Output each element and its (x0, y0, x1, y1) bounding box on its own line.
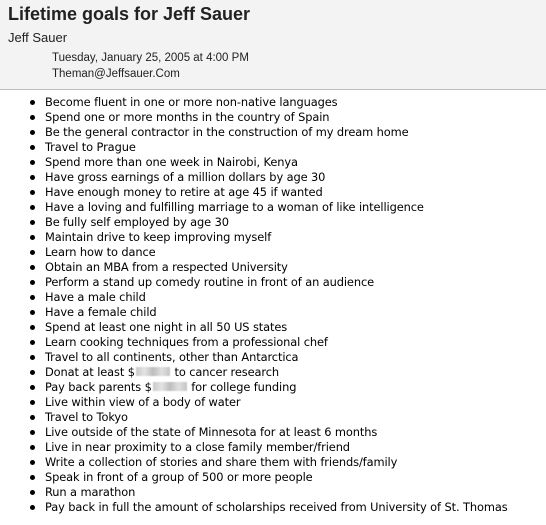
list-item (28, 320, 508, 335)
list-item (28, 425, 508, 440)
list-item (28, 185, 508, 200)
list-item (28, 455, 508, 470)
goal-text: Have a female child (45, 305, 157, 319)
list-item (28, 470, 508, 485)
goal-text: Pay back parents $ (45, 380, 152, 394)
list-item (28, 410, 508, 425)
list-item (28, 170, 508, 185)
list-item (28, 125, 508, 140)
list-item (28, 140, 508, 155)
list-item (28, 365, 508, 380)
message-body (0, 90, 546, 525)
goal-text: Perform a stand up comedy routine in front of an audience (45, 275, 375, 289)
message-sender: Jeff Sauer (8, 30, 68, 45)
goal-text: Have a male child (45, 290, 146, 304)
goal-text: Live outside of the state of Minnesota for at least 6 months (45, 425, 378, 439)
goal-text: Spend more than one week in Nairobi, Kenya (45, 155, 298, 169)
goals-list (28, 95, 508, 515)
goal-text-end: to cancer research (174, 365, 280, 379)
goal-text: Have a loving and fulfilling marriage to a woman of like intelligence (45, 200, 424, 214)
goal-text: Be the general contractor in the construction of my dream home (45, 125, 409, 139)
list-item (28, 230, 508, 245)
goal-text: Maintain drive to keep improving myself (45, 230, 272, 244)
list-item (28, 290, 508, 305)
list-item (28, 335, 508, 350)
redacted-amount (136, 367, 170, 376)
message-subject: Lifetime goals for Jeff Sauer (8, 4, 251, 24)
goal-text: Write a collection of stories and share them with friends/family (45, 455, 398, 469)
list-item (28, 305, 508, 320)
goal-text-end: for college funding (191, 380, 297, 394)
list-item (28, 245, 508, 260)
goal-text: Speak in front of a group of 500 or more people (45, 470, 313, 484)
goal-text: Have enough money to retire at age 45 if wanted (45, 185, 323, 199)
list-item (28, 215, 508, 230)
goal-text: Be fully self employed by age 30 (45, 215, 229, 229)
list-item (28, 350, 508, 365)
goal-text: Travel to all continents, other than Antarctica (45, 350, 299, 364)
goal-text: Pay back in full the amount of scholarships received from University of St. Thomas (45, 500, 508, 514)
list-item (28, 200, 508, 215)
goal-text: Live within view of a body of water (45, 395, 241, 409)
goal-text: Learn cooking techniques from a professional chef (45, 335, 328, 349)
goal-text: Have gross earnings of a million dollars by age 30 (45, 170, 326, 184)
redacted-amount (153, 382, 187, 391)
goal-text: Obtain an MBA from a respected University (45, 260, 288, 274)
goal-text: Learn how to dance (45, 245, 156, 259)
goal-text: Live in near proximity to a close family member/friend (45, 440, 350, 454)
list-item (28, 500, 508, 515)
list-item (28, 485, 508, 500)
list-item (28, 275, 508, 290)
list-item (28, 110, 508, 125)
goal-text: Donat at least $ (45, 365, 135, 379)
goal-text: Become fluent in one or more non-native languages (45, 95, 338, 109)
list-item (28, 395, 508, 410)
sent-date: Tuesday, January 25, 2005 at 4:00 PM (52, 52, 249, 64)
message-header (0, 0, 546, 90)
list-item (28, 95, 508, 110)
list-item (28, 155, 508, 170)
goal-text: Travel to Tokyo (45, 410, 128, 424)
goal-text: Travel to Prague (45, 140, 136, 154)
goal-text: Spend one or more months in the country of Spain (45, 110, 330, 124)
goal-text: Run a marathon (45, 485, 136, 499)
goal-text: Spend at least one night in all 50 US states (45, 320, 288, 334)
list-item (28, 260, 508, 275)
recipient-address[interactable]: Theman@Jeffsauer.Com (52, 68, 180, 80)
list-item (28, 380, 508, 395)
list-item (28, 440, 508, 455)
